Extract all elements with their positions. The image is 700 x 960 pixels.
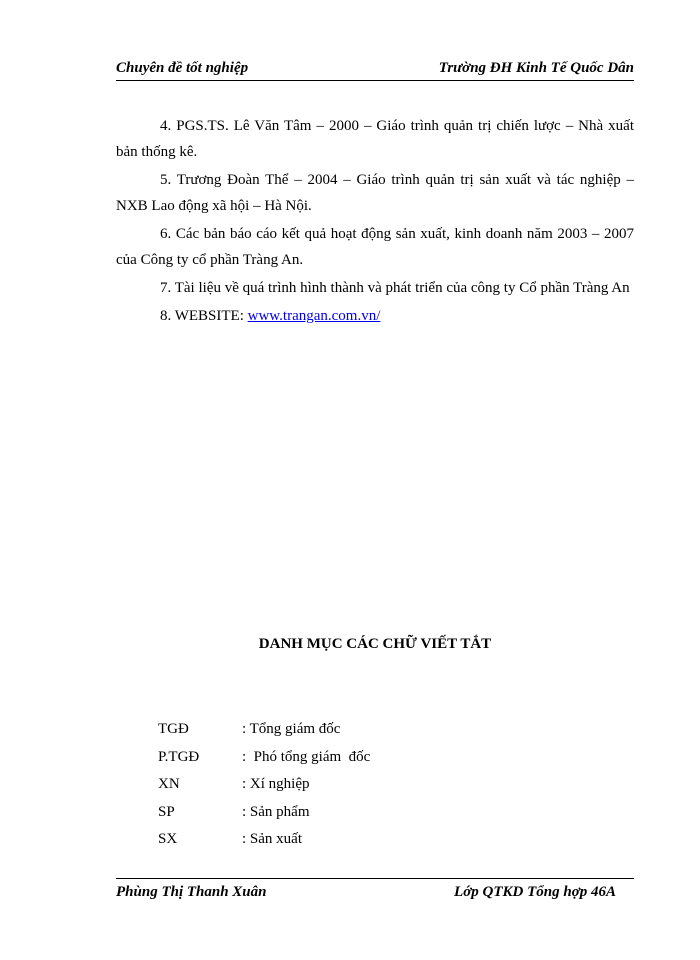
abbreviations-title: DANH MỤC CÁC CHỮ VIẾT TẮT	[258, 636, 492, 652]
header-divider	[116, 80, 634, 81]
reference-item: 6. Các bản báo cáo kết quả hoạt động sản xuất, kinh doanh năm 2003 – 2007 của Công ty cổ phần Tràng An.	[116, 226, 634, 268]
abbreviation-code: SX	[158, 831, 178, 847]
page-footer	[116, 884, 634, 908]
reference-list	[116, 113, 634, 331]
website-link[interactable]: www.trangan.com.vn/	[247, 308, 381, 324]
page-header	[116, 58, 634, 82]
reference-prefix: 8. WEBSITE:	[160, 308, 248, 324]
abbreviation-code: XN	[158, 776, 180, 792]
reference-item: 5. Trương Đoàn Thể – 2004 – Giáo trình quản trị sản xuất và tác nghiệp – NXB Lao động xã hội – Hà Nội.	[116, 172, 634, 214]
abbreviation-meaning: : Xí nghiệp	[242, 776, 310, 792]
abbreviation-meaning: : Sản xuất	[242, 831, 302, 847]
footer-author: Phùng Thị Thanh Xuân	[116, 884, 267, 900]
abbreviation-meaning: : Phó tổng giám đốc	[242, 748, 371, 765]
footer-class: Lớp QTKD Tổng hợp 46A	[454, 884, 616, 900]
footer-divider	[116, 878, 634, 879]
abbreviation-code: TGĐ	[158, 721, 189, 737]
reference-item	[116, 303, 634, 329]
reference-item: 4. PGS.TS. Lê Văn Tâm – 2000 – Giáo trình quản trị chiến lược – Nhà xuất bản thống kê.	[116, 118, 634, 160]
abbreviation-code: P.TGĐ	[158, 748, 200, 765]
abbreviation-meaning: : Sản phẩm	[242, 803, 310, 820]
abbreviation-meaning: : Tổng giám đốc	[242, 721, 341, 737]
reference-item: 7. Tài liệu về quá trình hình thành và phát triển của công ty Cổ phần Tràng An	[160, 280, 630, 296]
header-left-text: Chuyên đề tốt nghiệp	[116, 60, 249, 76]
abbreviation-code: SP	[158, 803, 175, 820]
header-right-text: Trường ĐH Kinh Tế Quốc Dân	[438, 60, 634, 76]
